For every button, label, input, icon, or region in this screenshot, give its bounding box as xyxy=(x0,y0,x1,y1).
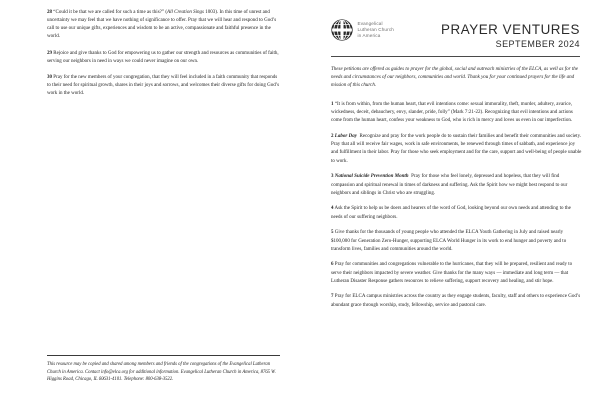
entry-text: Recognize and pray for the work people do to sustain their families and benefit their communities and society. Pray that all will receive fair wages, work in safe environments, be renewed through times of sabbath, and experience joy and fulfillment in their labor. Pray for those who seek employment and for the care, support and well-being of people unable to work. xyxy=(331,134,582,164)
entry-text: Pray for communities and congregations vulnerable to the hurricanes, that they will be prepared, resilient and ready to serve their neighbors impacted by severe weather. Give thanks for the many ways — immediate and long term — that Lutheran Disaster Response gathers resources to relieve suffering, support recovery and healing, and stir hope. xyxy=(331,262,573,284)
entry-number: 2 xyxy=(331,134,334,140)
entry-observance: Labor Day xyxy=(334,134,357,140)
prayer-entry-30 xyxy=(47,74,280,98)
brand-line-1: Evangelical xyxy=(357,21,383,26)
prayer-entry-5 xyxy=(331,229,582,253)
footer-divider xyxy=(47,355,280,356)
brand-line-3: in America xyxy=(357,33,381,38)
entry-text: Pray for the new members of your congregation, that they will feel included in a faith community that responds to their need for spiritual growth, shares in their joys and sorrows, and welcomes their diverse gifts for doing God’s work in the world. xyxy=(47,74,280,97)
entry-number: 30 xyxy=(47,74,53,80)
prayer-entry-3 xyxy=(331,173,582,197)
entry-number: 3 xyxy=(331,174,334,180)
prayer-entry-1 xyxy=(331,101,582,125)
title-block xyxy=(441,17,582,50)
left-page-footer xyxy=(47,355,280,384)
prayer-entry-4 xyxy=(331,205,582,221)
entry-citation-title: All Creation Sings xyxy=(167,10,204,15)
entry-text-tail: 1003). In this time of unrest and uncertainty we may feel that we have nothing of significance to offer. Pray that we will hear and respond to God’s call to use our unique gifts, experiences and wisdom to be an active, compassionate and faithful presence in the world. xyxy=(47,10,277,40)
entry-number: 5 xyxy=(331,230,334,236)
entry-number: 29 xyxy=(47,50,53,56)
prayer-entry-29 xyxy=(47,50,280,66)
entry-text: Pray for those who feel lonely, depressed and hopeless, that they will find compassion and spiritual renewal in times of darkness and suffering. Ask the Spirit how we might best respond to our neighbors and siblings in Christ who are struggling. xyxy=(331,174,568,196)
entry-number: 7 xyxy=(331,294,334,300)
prayer-entry-7 xyxy=(331,293,582,309)
brand-wordmark xyxy=(358,21,394,39)
entry-text: Rejoice and give thanks to God for empowering us to gather our strength and resources as communities of faith, serving our neighbors in need in ways we could never imagine on our own. xyxy=(47,50,279,64)
prayer-entries-list xyxy=(331,101,582,310)
entry-number: 6 xyxy=(331,262,334,268)
entry-observance: National Suicide Prevention Month xyxy=(334,174,409,180)
intro-paragraph: These petitions are offered as guides to prayer for the global, social and outreach ministries of the ELCA, as well as for the needs and circumstances of our neighbors, communities and world. Thank you for your continued prayers for the life and mission of this church. xyxy=(331,66,578,88)
entry-text: “It is from within, from the human heart, that evil intentions come: sexual immorality, theft, murder, adultery, avarice, wickedness, deceit, debauchery, envy, slander, pride, folly” (Mark 7:21-22). Recognizing that evil intentions and actions come from the human heart, confess your weakness to God, who is rich in mercy and loves us even in our imperfection. xyxy=(331,102,573,124)
left-page-body xyxy=(47,9,280,394)
prayer-entry-28 xyxy=(47,9,280,42)
masthead xyxy=(331,9,582,50)
entry-number: 28 xyxy=(47,10,53,15)
brand-line-2: Lutheran Church xyxy=(357,27,394,32)
elca-globe-cross-logo-icon xyxy=(331,19,353,41)
entry-text: Give thanks for the thousands of young people who attended the ELCA Youth Gathering in July and raised nearly $100,000 for Generation Zero-Hunger, supporting ELCA World Hunger in its work to end hunger and poverty and to transform lives, families and communities around the world. xyxy=(331,230,567,252)
prayer-entry-6 xyxy=(331,261,582,285)
entry-text-lead: “Could it be that we are called for such a time as this?” ( xyxy=(53,10,168,15)
page-title: PRAYER VENTURES xyxy=(441,22,580,37)
entry-number: 1 xyxy=(331,102,334,108)
prayer-entry-2 xyxy=(331,133,582,166)
page-subtitle-date: SEPTEMBER 2024 xyxy=(495,38,580,49)
entry-number: 4 xyxy=(331,206,334,212)
entry-text: Ask the Spirit to help us be doers and hearers of the word of God, looking beyond our own needs and attending to the needs of our suffering neighbors. xyxy=(331,206,571,220)
entry-text: Pray for ELCA campus ministries across the country as they engage students, faculty, staff and others to experience God’s abundant grace through worship, study, fellowship, service and pastoral care. xyxy=(331,294,581,308)
copyright-and-contact-text: This resource may be copied and shared among members and friends of the congregations of the Evangelical Lutheran Church in America. Contact info@elca.org for additional information. Evangelical Lutheran Church in America, 8765 W. Higgins Road, Chicago, IL 60631-4101. Telephone: 800-638-3522. xyxy=(47,362,276,383)
right-page-body xyxy=(331,9,582,394)
right-page xyxy=(300,0,600,400)
elca-brand-lockup xyxy=(331,17,394,41)
header-divider xyxy=(331,56,580,57)
